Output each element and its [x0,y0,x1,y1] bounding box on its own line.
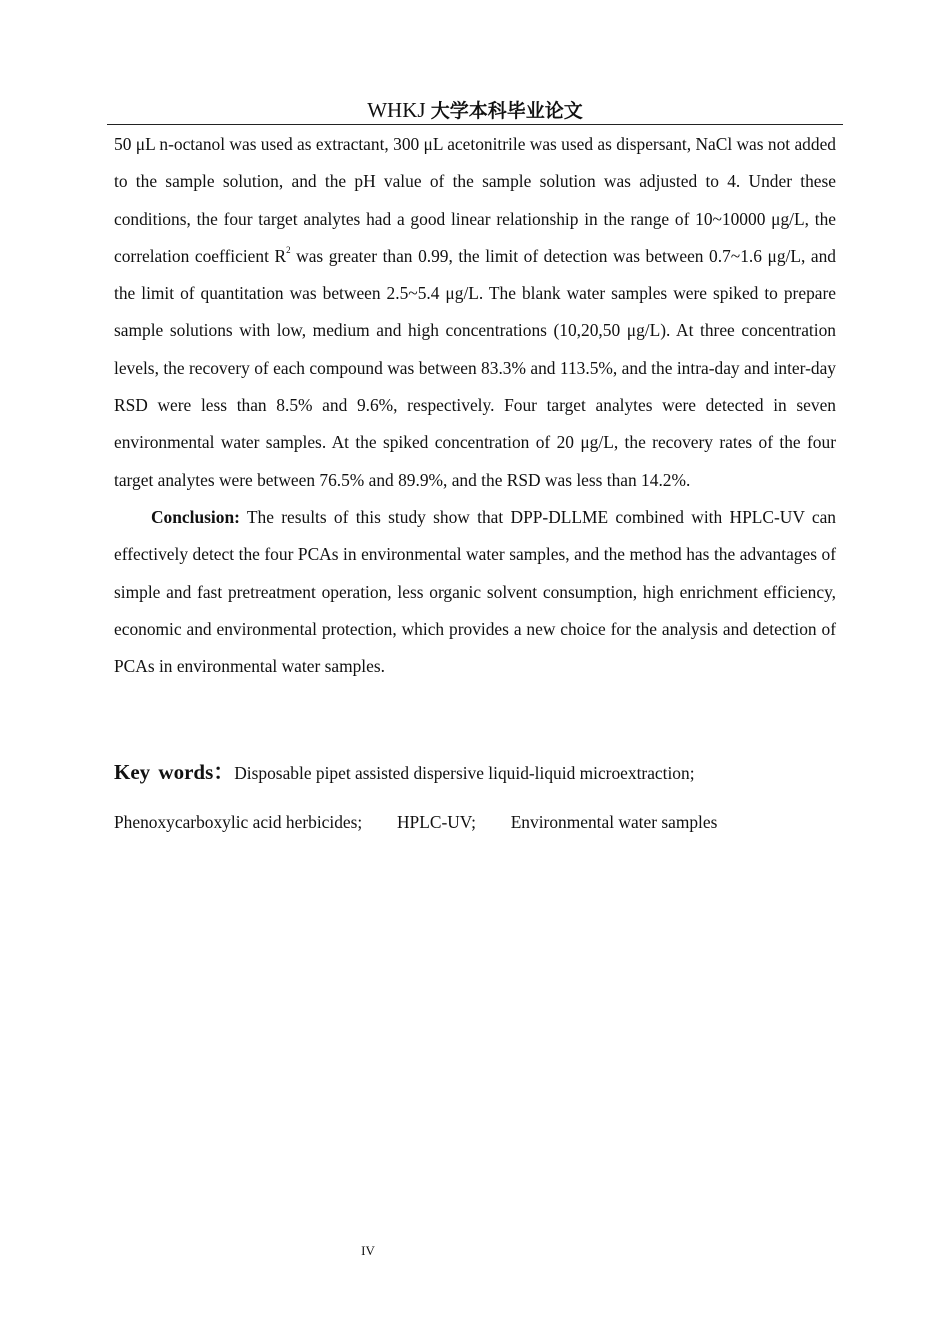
keyword-item: Phenoxycarboxylic acid herbicides; [114,812,363,832]
keywords-label: Key words： [114,760,235,784]
conclusion-label: Conclusion: [151,506,240,527]
header-title-cjk: 大学本科毕业论文 [430,100,583,122]
page-number: IV [361,1243,375,1258]
keywords-line-1 [114,757,836,788]
abstract-body [114,126,836,685]
superscript-2: 2 [286,244,291,255]
keyword-item: Environmental water samples [510,812,718,832]
abstract-paragraph-results [114,126,836,499]
results-text-part1: 50 μL n-octanol was used as extractant, 300 μL acetonitrile was used as dispersant, NaCl was not added to the sample solution, and the pH value of the sample solution was adjusted to 4. Under these conditions, the four target analytes had a good linear relationship in the range of 10~10000 μg/L, the correlation coefficient R [114,134,836,266]
page-header [0,97,950,124]
conclusion-text: The results of this study show that DPP-DLLME combined with HPLC-UV can effectively detect the four PCAs in environmental water samples, and the method has the advantages of simple and fast pretreatment operation, less organic solvent consumption, high enrichment efficiency, economic and environmental protection, which provides a new choice for the analysis and detection of PCAs in environmental water samples. [114,506,836,677]
header-title-latin: WHKJ [367,98,426,122]
abstract-paragraph-conclusion [114,499,836,685]
keyword-item: HPLC-UV; [397,812,476,832]
results-text-part2: was greater than 0.99, the limit of detection was between 0.7~1.6 μg/L, and the limit of quantitation was between 2.5~5.4 μg/L. The blank water samples were spiked to prepare sample solutions with low, medium and high concentrations (10,20,50 μg/L). At three concentration levels, the recovery of each compound was between 83.3% and 113.5%, and the intra-day and inter-day RSD were less than 8.5% and 9.6%, respectively. Four target analytes were detected in seven environmental water samples. At the spiked concentration of 20 μg/L, the recovery rates of the four target analytes were between 76.5% and 89.9%, and the RSD was less than 14.2%. [114,245,836,490]
keywords-line-2 [114,807,717,837]
keyword-item: Disposable pipet assisted dispersive liquid-liquid microextraction; [234,763,695,783]
header-rule [107,124,843,125]
